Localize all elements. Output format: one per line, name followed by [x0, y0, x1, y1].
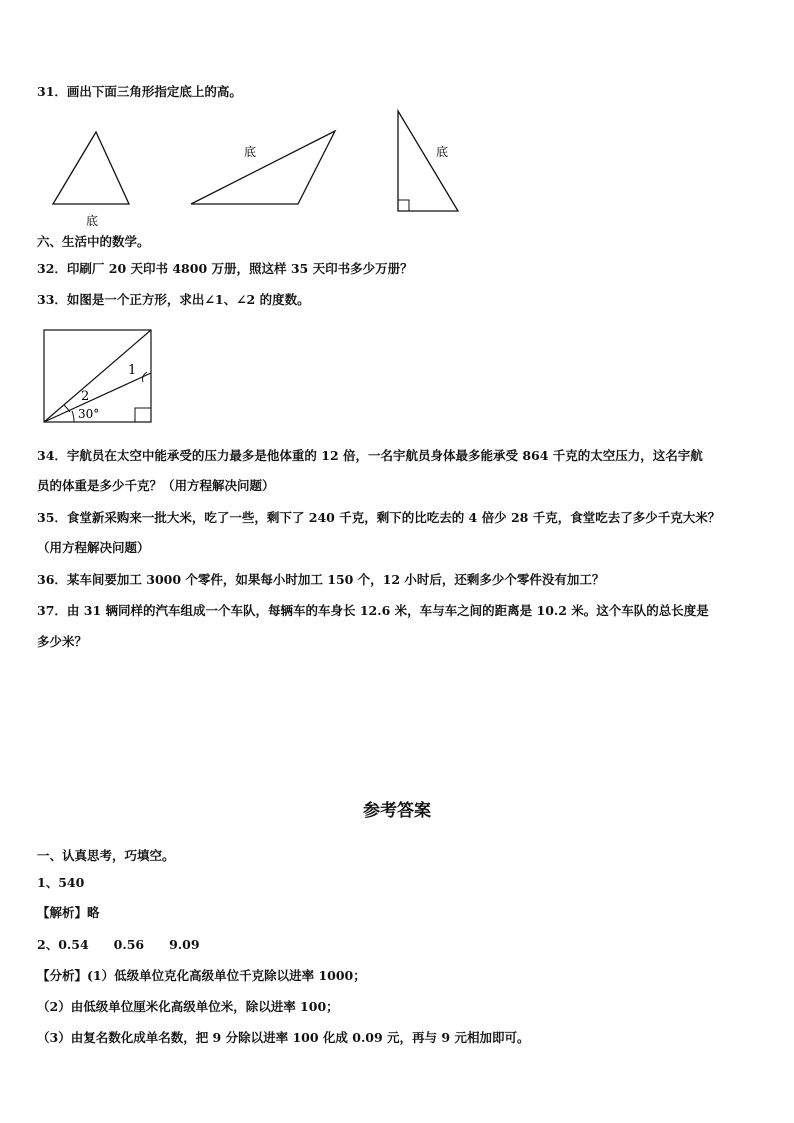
- section-6-heading: 六、生活中的数学。: [37, 234, 150, 249]
- answer-2-analysis-3: （3）由复名数化成单名数，把 9 分除以进率 100 化成 0.09 元，再与 9 元相加即可。: [37, 1030, 530, 1045]
- question-32: 32．印刷厂 20 天印书 4800 万册，照这样 35 天印书多少万册？: [37, 261, 413, 276]
- question-33: 33．如图是一个正方形，求出∠1、∠2 的度数。: [37, 292, 310, 307]
- square-angle-figure: [0, 0, 794, 440]
- answers-section-1: 一、认真思考，巧填空。: [37, 848, 175, 863]
- angle-30-label: 30°: [78, 407, 100, 421]
- answer-1-analysis: 【解析】略: [37, 905, 100, 920]
- question-31: 31．画出下面三角形指定底上的高。: [37, 84, 242, 99]
- question-37-line1: 37．由 31 辆同样的汽车组成一个车队，每辆车的车身长 12.6 米，车与车之间的距离是 10.2 米。这个车队的总长度是: [37, 603, 709, 618]
- triangle3-base-label: 底: [436, 145, 449, 159]
- question-37-line2: 多少米？: [37, 634, 88, 649]
- question-36: 36．某车间要加工 3000 个零件，如果每小时加工 150 个，12 小时后，还剩多少个零件没有加工？: [37, 572, 605, 587]
- triangle1-base-label: 底: [86, 214, 99, 228]
- question-34-line2: 员的体重是多少千克？（用方程解决问题）: [37, 478, 275, 493]
- answer-2: 2、0.54 0.56 9.09: [37, 937, 200, 952]
- angle-2-label: 2: [81, 389, 90, 404]
- question-34-line1: 34．宇航员在太空中能承受的压力最多是他体重的 12 倍，一名宇航员身体最多能承受 864 千克的太空压力，这名宇航: [37, 448, 703, 463]
- answer-2-analysis-1: 【分析】(1）低级单位克化高级单位千克除以进率 1000；: [37, 968, 366, 983]
- answer-1: 1、540: [37, 875, 85, 890]
- answers-title: 参考答案: [363, 801, 431, 821]
- angle-1-label: 1: [128, 363, 137, 378]
- question-35-line1: 35．食堂新采购来一批大米，吃了一些，剩下了 240 千克，剩下的比吃去的 4 倍少 28 千克，食堂吃去了多少千克大米？: [37, 510, 721, 525]
- triangle2-base-label: 底: [244, 145, 257, 159]
- question-35-line2: （用方程解决问题）: [37, 540, 150, 555]
- answer-2-analysis-2: （2）由低级单位厘米化高级单位米，除以进率 100；: [37, 999, 339, 1014]
